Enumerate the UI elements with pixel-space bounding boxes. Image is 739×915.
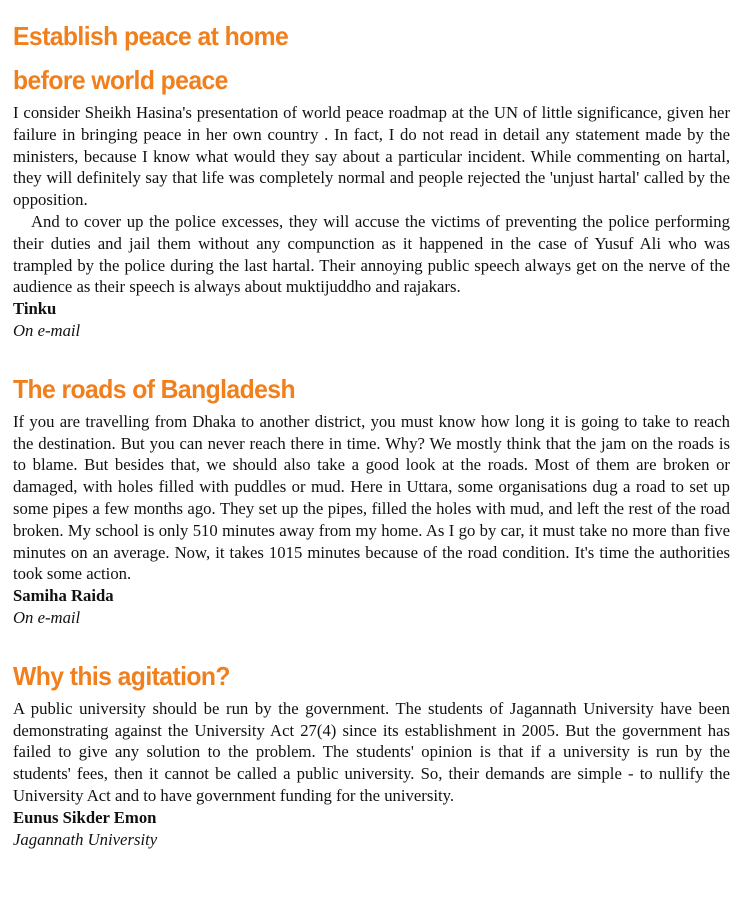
letter-author: Samiha Raida: [13, 586, 114, 606]
headline-line: before world peace: [13, 65, 228, 95]
letter-source: Jagannath University: [13, 829, 158, 849]
letter-headline: [13, 654, 694, 698]
headline-line: Establish peace at home: [13, 21, 289, 51]
letter-paragraph: I consider Sheikh Hasina's presentation of world peace roadmap at the UN of little significance, given her failure in bringing peace in her own country . In fact, I do not read in detail any statement made by the ministers, because I know what would they say about a particular incident. While commenting on hartal, they will definitely say that life was completely normal and people rejected the 'unjust hartal' called by the opposition.: [13, 103, 730, 210]
letter-divider-space: [13, 342, 730, 367]
letter-divider-space: [13, 629, 730, 654]
letter-paragraph: A public university should be run by the government. The students of Jagannath University have been demonstrating against the University Act 27(4) since its establishment in 2005. But the government has failed to give any solution to the problem. The students' opinion is that if a university is run by the students' fees, then it cannot be called a public university. So, their demands are simple - to nullify the University Act and to have government funding for the university.: [13, 698, 730, 805]
letter-author: Eunus Sikder Emon: [13, 807, 157, 827]
letter-headline: [13, 367, 694, 411]
letter-roads: [13, 367, 730, 629]
letter-author: Tinku: [13, 299, 57, 319]
letter-agitation: [13, 654, 730, 851]
letter-source: On e-mail: [13, 607, 81, 627]
letters-page: [13, 14, 730, 850]
letter-paragraph: And to cover up the police excesses, they will accuse the victims of preventing the police performing their duties and jail them without any compunction as it happened in the case of Yusuf Ali who was trampled by the police during the last hartal. Their annoying public speech always get on the nerve of the audience as their speech is always about muktijuddho and rajakars.: [13, 211, 730, 297]
letter-headline: [13, 14, 694, 102]
letter-source: On e-mail: [13, 320, 81, 340]
headline-line: Why this agitation?: [13, 660, 230, 691]
letter-peace: [13, 14, 730, 342]
letter-paragraph: If you are travelling from Dhaka to another district, you must know how long it is going to take to reach the destination. But you can never reach there in time. Why? We mostly think that the jam on the roads is to blame. But besides that, we should also take a good look at the roads. Most of them are broken or damaged, with holes filled with puddles or mud. Here in Uttara, some organisations dug a road to set up some pipes a few months ago. They set up the pipes, filled the holes with mud, and left the rest of the road broken. My school is only 510 minutes away from my home. As I go by car, it must take no more than five minutes on an average. Now, it takes 1015 minutes because of the road condition. It's time the authorities took some action.: [13, 411, 730, 584]
headline-line: The roads of Bangladesh: [13, 373, 295, 404]
